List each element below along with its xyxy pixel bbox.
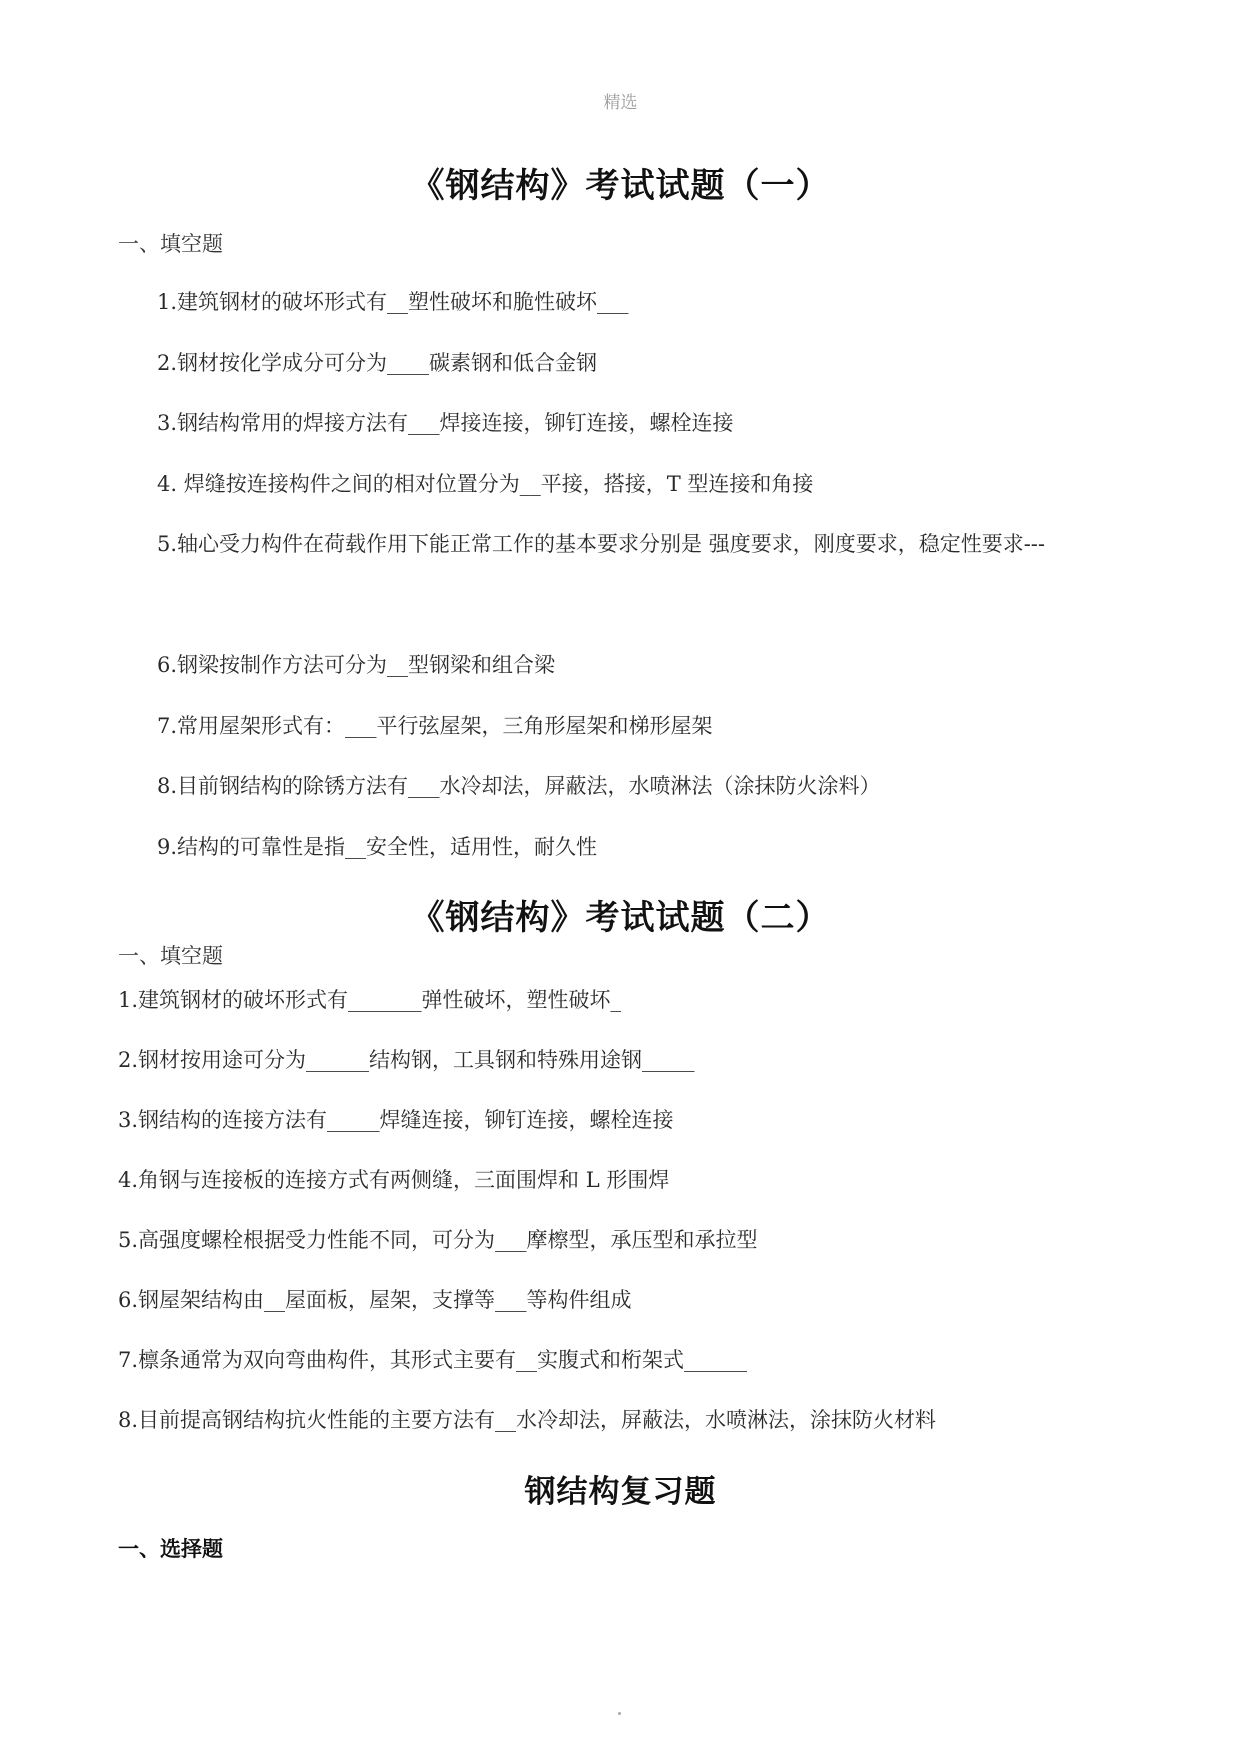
exam-1-question-5: 5.轴心受力构件在荷载作用下能正常工作的基本要求分别是 强度要求，刚度要求，稳定性要求--- <box>157 532 1045 556</box>
exam-1-question-2: 2.钢材按化学成分可分为____碳素钢和低合金钢 <box>157 350 598 375</box>
review-title: 钢结构复习题 <box>524 1474 717 1510</box>
exam-1-section-heading: 一、填空题 <box>118 232 223 256</box>
exam-2-question-list <box>118 985 1138 1465</box>
exam-2-question-3: 3.钢结构的连接方法有_____焊缝连接，铆钉连接，螺栓连接 <box>118 1108 674 1132</box>
exam-1-title: 《钢结构》考试试题（一） <box>410 166 831 206</box>
exam-2-question-1: 1.建筑钢材的破坏形式有_______弹性破坏，塑性破坏_ <box>118 988 622 1012</box>
footer-dot <box>618 1712 621 1715</box>
exam-1-question-6: 6.钢梁按制作方法可分为__型钢梁和组合梁 <box>157 653 556 677</box>
exam-2-question-2: 2.钢材按用途可分为______结构钢，工具钢和特殊用途钢_____ <box>118 1048 695 1072</box>
exam-2-title: 《钢结构》考试试题（二） <box>410 898 831 938</box>
page-header-mark: 精选 <box>603 93 638 113</box>
exam-2-question-6: 6.钢屋架结构由__屋面板，屋架，支撑等___等构件组成 <box>118 1288 632 1312</box>
exam-1-question-3: 3.钢结构常用的焊接方法有___焊接连接，铆钉连接，螺栓连接 <box>157 411 734 435</box>
exam-1-question-9: 9.结构的可靠性是指__安全性，适用性，耐久性 <box>157 834 598 859</box>
exam-1-question-1: 1.建筑钢材的破坏形式有__塑性破坏和脆性破坏___ <box>157 290 629 314</box>
exam-1-question-4: 4. 焊缝按连接构件之间的相对位置分为__平接，搭接，T 型连接和角接 <box>157 471 814 496</box>
exam-1-question-7: 7.常用屋架形式有：___平行弦屋架，三角形屋架和梯形屋架 <box>157 713 713 738</box>
exam-2-question-8: 8.目前提高钢结构抗火性能的主要方法有__水冷却法，屏蔽法，水喷淋法，涂抹防火材料 <box>118 1408 937 1432</box>
exam-2-question-5: 5.高强度螺栓根据受力性能不同，可分为___摩檫型，承压型和承拉型 <box>118 1228 758 1252</box>
review-section-heading: 一、选择题 <box>118 1536 223 1561</box>
exam-1-question-8: 8.目前钢结构的除锈方法有___水冷却法，屏蔽法，水喷淋法（涂抹防火涂料） <box>157 774 881 798</box>
exam-2-question-7: 7.檩条通常为双向弯曲构件，其形式主要有__实腹式和桁架式______ <box>118 1348 748 1372</box>
exam-2-question-4: 4.角钢与连接板的连接方式有两侧缝，三面围焊和 L 形围焊 <box>118 1168 670 1192</box>
exam-1-question-list <box>157 287 1157 892</box>
exam-2-section-heading: 一、填空题 <box>118 944 223 968</box>
